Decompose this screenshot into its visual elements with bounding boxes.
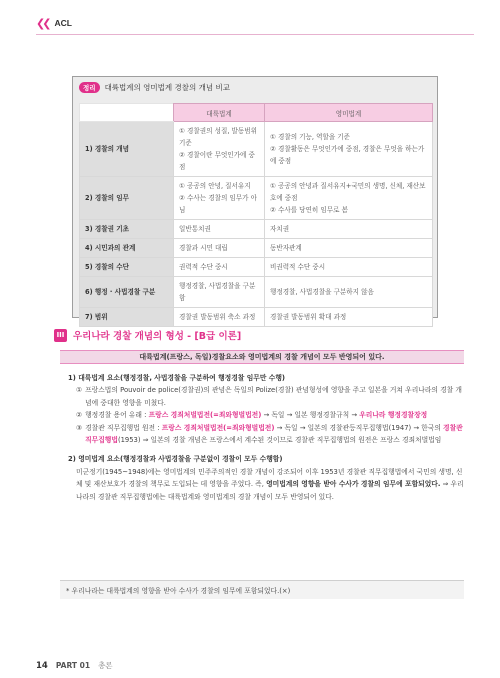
comparison-title-text: 대륙법계의 영미법계 경찰의 개념 비교 xyxy=(104,83,231,92)
section-number: III xyxy=(54,329,67,342)
cell-continental xyxy=(174,177,265,220)
cell-anglo xyxy=(264,122,432,177)
text-run: → 독일 → 일본 행정경찰규칙 → xyxy=(261,411,360,420)
cell-line: 경찰권 발동범위 확대 과정 xyxy=(269,313,347,321)
part-name: 총론 xyxy=(98,661,113,670)
row-label: 4) 시민과의 관계 xyxy=(80,239,174,258)
table-row xyxy=(80,277,433,308)
column-header-anglo: 영미법계 xyxy=(264,104,432,122)
cell-continental xyxy=(174,122,265,177)
cell-anglo xyxy=(264,239,432,258)
list-item xyxy=(68,422,464,447)
highlight-text: 경찰관 직무집행법 xyxy=(85,423,463,445)
cell-line: ② 수사는 경찰의 임무가 아님 xyxy=(179,194,257,214)
item-text xyxy=(85,409,427,421)
cell-continental xyxy=(174,239,265,258)
item-number: ② xyxy=(76,411,83,420)
table-header-row xyxy=(80,104,433,122)
highlight-text: 프랑스 경죄처벌법전(=죄와형벌법전) xyxy=(161,423,275,432)
list-item xyxy=(68,384,464,409)
chevron-left-icon: ❮❮ xyxy=(36,16,49,30)
row-label: 1) 경찰의 개념 xyxy=(80,122,174,177)
summary-tag: 정리 xyxy=(79,82,100,93)
cell-line: 경찰과 시민 대립 xyxy=(179,244,228,252)
cell-line: ① 공공의 안녕과 질서유지+국민의 생명, 신체, 재산보호에 중점 xyxy=(269,182,426,202)
section-title: 우리나라 경찰 개념의 형성 - [B급 이론] xyxy=(73,331,242,342)
cell-line: ② 수사를 당연히 임무로 봄 xyxy=(269,206,348,214)
row-label: 2) 경찰의 임무 xyxy=(80,177,174,220)
cell-continental xyxy=(174,220,265,239)
cell-line: 일반통치권 xyxy=(179,225,211,233)
comparison-box xyxy=(72,76,438,321)
part-label: PART 01 xyxy=(55,661,91,670)
cell-line: 경찰권 발동범위 축소 과정 xyxy=(179,313,256,321)
cell-line: 동반자관계 xyxy=(269,244,302,252)
table-row xyxy=(80,308,433,327)
item-text: 프랑스법의 Pouvoir de police(경찰권)의 관념은 독일의 Polize(경찰) 관념형성에 영향을 주고 일본을 거쳐 우리나라의 경찰 개념에 중대한 영향을 미쳤다. xyxy=(85,386,462,407)
cell-continental xyxy=(174,258,265,277)
cell-line: ② 경찰활동은 무엇인가에 중점, 경찰은 무엇을 하는가에 중점 xyxy=(269,145,425,165)
note-box: * 우리나라는 대륙법계의 영향을 받아 수사가 경찰의 임무에 포함되었다.(×) xyxy=(60,580,464,599)
table-row xyxy=(80,220,433,239)
cell-line: 행정경찰, 사법경찰을 구분함 xyxy=(179,282,256,302)
cell-continental xyxy=(174,277,265,308)
cell-line: 비권력적 수단 중시 xyxy=(269,263,326,271)
text-run: (1953) ⇒ 일본의 경찰 개념은 프랑스에서 계수된 것이므로 경찰관 직무집행법의 원전은 프랑스 경죄처벌법임 xyxy=(117,436,442,445)
part2-heading: 2) 영미법계 요소(행정경찰과 사법경찰을 구분없이 경찰이 모두 수행함) xyxy=(68,455,283,464)
cell-anglo xyxy=(264,308,432,327)
page-header xyxy=(36,16,72,30)
cell-anglo xyxy=(264,220,432,239)
highlight-text: 우리나라 행정경찰장정 xyxy=(359,411,428,420)
row-label: 5) 경찰의 수단 xyxy=(80,258,174,277)
brand-label: ACL xyxy=(54,18,72,28)
cell-line: 자치권 xyxy=(269,225,290,233)
summary-banner: 대륙법계(프랑스, 독일)경찰요소와 영미법계의 경찰 개념이 모두 반영되어 있다. xyxy=(60,350,464,364)
cell-line: 권력적 수단 중시 xyxy=(179,263,228,271)
comparison-title xyxy=(79,82,230,93)
header-divider xyxy=(36,34,474,35)
cell-line: ① 경찰권의 성질, 발동범위 기준 xyxy=(179,127,257,147)
text-run: ⇒ 우리나라의 경찰관 직무집행법에는 대륙법계와 영미법계의 경찰 개념이 모두 반영되어 있다. xyxy=(76,480,464,501)
row-label: 6) 행정 · 사법경찰 구분 xyxy=(80,277,174,308)
cell-anglo xyxy=(264,177,432,220)
body-text xyxy=(68,372,464,503)
item-number: ① xyxy=(76,386,83,395)
highlight-text: 프랑스 경죄처벌법전(=죄와형벌법전) xyxy=(148,411,262,420)
table-row xyxy=(80,258,433,277)
page-footer xyxy=(36,660,113,671)
row-label: 3) 경찰권 기초 xyxy=(80,220,174,239)
column-header-continental: 대륙법계 xyxy=(174,104,265,122)
section-heading xyxy=(54,328,241,342)
cell-line: ② 경찰이란 무엇인가에 중점 xyxy=(179,151,255,171)
list-item xyxy=(68,409,464,421)
text-run: 미군정기(1945~1948)에는 영미법계의 민주주의적인 경찰 개념이 강조되어 이후 1953년 경찰관 직무집행법에서 국민의 생명, 신체 및 재산보호가 경찰의 책무로 도입되는 데 영향을 주었다. 즉, xyxy=(76,467,463,489)
item-text xyxy=(85,422,464,447)
table-row xyxy=(80,239,433,258)
cell-line: ① 경찰의 기능, 역할을 기준 xyxy=(269,133,351,141)
cell-anglo xyxy=(264,277,432,308)
item-number: ③ xyxy=(76,423,83,432)
page-number: 14 xyxy=(36,661,48,671)
comparison-table xyxy=(79,103,433,327)
part2-paragraph xyxy=(68,466,464,503)
table-row xyxy=(80,177,433,220)
cell-line: ① 공공의 안녕, 질서유지 xyxy=(179,182,251,190)
cell-anglo xyxy=(264,258,432,277)
table-corner xyxy=(80,104,174,122)
text-run: 경찰관 직무집행법 원전 : xyxy=(85,423,162,432)
bold-text: 영미법계의 영향을 받아 수사가 경찰의 임무에 포함되었다. xyxy=(266,480,441,489)
row-label: 7) 범위 xyxy=(80,308,174,327)
cell-line: 행정경찰, 사법경찰을 구분하지 않음 xyxy=(269,288,374,296)
table-row xyxy=(80,122,433,177)
part1-heading: 1) 대륙법계 요소(행정경찰, 사법경찰을 구분하여 행정경찰 임무만 수행) xyxy=(68,374,286,382)
text-run: 행정경찰 용어 유래 : xyxy=(85,411,149,420)
text-run: → 독일 → 일본의 경찰관등직무집행법(1947) → 한국의 xyxy=(274,423,444,432)
cell-continental xyxy=(174,308,265,327)
